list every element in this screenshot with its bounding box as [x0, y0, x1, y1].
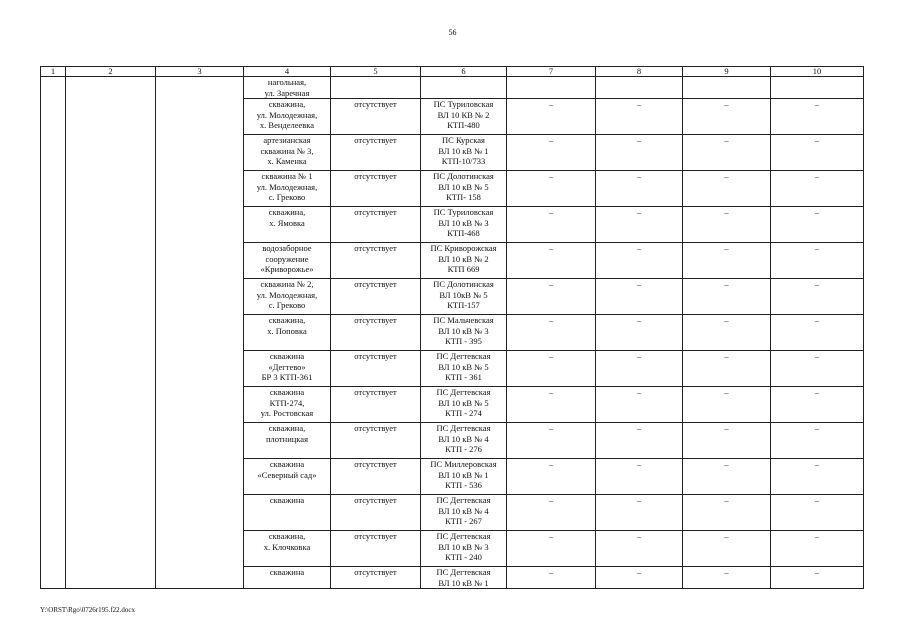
- cell-c10: –: [771, 315, 864, 351]
- cell-c4: скважина, х. Ямовка: [244, 207, 331, 243]
- cell-c10: –: [771, 387, 864, 423]
- cell-c4: скважина: [244, 495, 331, 531]
- cell-c9: –: [683, 351, 771, 387]
- cell-c7: –: [507, 423, 596, 459]
- cell-c8: –: [596, 279, 683, 315]
- cell-c7: –: [507, 567, 596, 589]
- cell-c4: скважина № 2, ул. Молодежная, с. Греково: [244, 279, 331, 315]
- cell-c8: –: [596, 567, 683, 589]
- cell-c7: –: [507, 495, 596, 531]
- cell-c10: –: [771, 495, 864, 531]
- cell-c4: скважина «Северный сад»: [244, 459, 331, 495]
- cell-c5: отсутствует: [331, 423, 421, 459]
- cell-c8: –: [596, 243, 683, 279]
- cell-c6: ПС Дегтевская ВЛ 10 кВ № 1: [421, 567, 507, 589]
- cell-c10: –: [771, 279, 864, 315]
- cell-c8: –: [596, 135, 683, 171]
- cell-c7: –: [507, 171, 596, 207]
- footer-file-path: Y:\ORST\Rgo\0726r195.f22.docx: [40, 606, 136, 614]
- cell-c8: –: [596, 495, 683, 531]
- cell-c10: [771, 77, 864, 99]
- cell-c7: –: [507, 279, 596, 315]
- cell-c9: –: [683, 495, 771, 531]
- cell-c4: скважина, плотницкая: [244, 423, 331, 459]
- cell-c9: –: [683, 531, 771, 567]
- cell-c9: –: [683, 567, 771, 589]
- cell-c4: скважина № 1 ул. Молодежная, с. Греково: [244, 171, 331, 207]
- cell-c6: [421, 77, 507, 99]
- header-cell: 8: [596, 67, 683, 77]
- cell-c10: –: [771, 243, 864, 279]
- cell-c8: –: [596, 423, 683, 459]
- cell-c6: ПС Дегтевская ВЛ 10 кВ № 4 КТП - 276: [421, 423, 507, 459]
- cell-c9: –: [683, 459, 771, 495]
- cell-c6: ПС Мальчевская ВЛ 10 кВ № 3 КТП - 395: [421, 315, 507, 351]
- page-number: 56: [448, 28, 457, 37]
- cell-c5: отсутствует: [331, 135, 421, 171]
- cell-c7: –: [507, 207, 596, 243]
- cell-c9: –: [683, 135, 771, 171]
- cell-c6: ПС Криворожская ВЛ 10 кВ № 2 КТП 669: [421, 243, 507, 279]
- cell-c8: –: [596, 207, 683, 243]
- cell-c8: –: [596, 351, 683, 387]
- header-cell: 4: [244, 67, 331, 77]
- cell-c5: отсутствует: [331, 387, 421, 423]
- header-cell: 1: [41, 67, 66, 77]
- cell-c7: –: [507, 459, 596, 495]
- data-table: [40, 66, 864, 589]
- header-cell: 3: [156, 67, 244, 77]
- cell-c7: [507, 77, 596, 99]
- cell-c6: ПС Миллеровская ВЛ 10 кВ № 1 КТП - 536: [421, 459, 507, 495]
- cell-c5: отсутствует: [331, 171, 421, 207]
- cell-c6: ПС Долотинская ВЛ 10кВ № 5 КТП-157: [421, 279, 507, 315]
- cell-c4: скважина «Дегтево» БР 3 КТП-361: [244, 351, 331, 387]
- header-cell: 5: [331, 67, 421, 77]
- header-row: [41, 67, 864, 77]
- cell-c6: ПС Туриловская ВЛ 10 КВ № 2 КТП-480: [421, 99, 507, 135]
- cell-c9: –: [683, 279, 771, 315]
- cell-c9: –: [683, 315, 771, 351]
- cell-c8: –: [596, 99, 683, 135]
- cell-c4: скважина, ул. Молодежная, х. Венделеевка: [244, 99, 331, 135]
- cell-c8: –: [596, 531, 683, 567]
- cell-c9: –: [683, 171, 771, 207]
- empty-cell-col1: [41, 77, 66, 589]
- cell-c5: отсутствует: [331, 315, 421, 351]
- cell-c8: [596, 77, 683, 99]
- cell-c4: водозаборное сооружение «Криворожье»: [244, 243, 331, 279]
- cell-c10: –: [771, 135, 864, 171]
- cell-c6: ПС Дегтевская ВЛ 10 кВ № 3 КТП - 240: [421, 531, 507, 567]
- cell-c6: ПС Долотинская ВЛ 10 кВ № 5 КТП- 158: [421, 171, 507, 207]
- cell-c9: –: [683, 423, 771, 459]
- cell-c7: –: [507, 135, 596, 171]
- cell-c6: ПС Курская ВЛ 10 кВ № 1 КТП-10/733: [421, 135, 507, 171]
- cell-c5: отсутствует: [331, 495, 421, 531]
- cell-c4: артезианская скважина № 3, х. Каменка: [244, 135, 331, 171]
- cell-c7: –: [507, 99, 596, 135]
- cell-c5: отсутствует: [331, 459, 421, 495]
- cell-c4: скважина КТП-274, ул. Ростовская: [244, 387, 331, 423]
- cell-c8: –: [596, 387, 683, 423]
- cell-c10: –: [771, 531, 864, 567]
- header-cell: 6: [421, 67, 507, 77]
- cell-c6: ПС Дегтевская ВЛ 10 кВ № 5 КТП - 361: [421, 351, 507, 387]
- cell-c7: –: [507, 315, 596, 351]
- cell-c10: –: [771, 459, 864, 495]
- cell-c10: –: [771, 99, 864, 135]
- cell-c8: –: [596, 459, 683, 495]
- cell-c4: нагольная, ул. Заречная: [244, 77, 331, 99]
- cell-c6: ПС Дегтевская ВЛ 10 кВ № 5 КТП - 274: [421, 387, 507, 423]
- cell-c5: [331, 77, 421, 99]
- cell-c10: –: [771, 207, 864, 243]
- cell-c10: –: [771, 171, 864, 207]
- cell-c7: –: [507, 387, 596, 423]
- header-cell: 2: [66, 67, 156, 77]
- cell-c9: [683, 77, 771, 99]
- cell-c9: –: [683, 387, 771, 423]
- cell-c7: –: [507, 351, 596, 387]
- header-cell: 9: [683, 67, 771, 77]
- cell-c5: отсутствует: [331, 279, 421, 315]
- cell-c4: скважина, х. Клочковка: [244, 531, 331, 567]
- cell-c9: –: [683, 243, 771, 279]
- cell-c5: отсутствует: [331, 531, 421, 567]
- table-row: [41, 77, 864, 99]
- cell-c10: –: [771, 351, 864, 387]
- empty-cell-col3: [156, 77, 244, 589]
- cell-c9: –: [683, 207, 771, 243]
- cell-c5: отсутствует: [331, 207, 421, 243]
- cell-c10: –: [771, 567, 864, 589]
- cell-c8: –: [596, 315, 683, 351]
- table-body: [41, 77, 864, 589]
- cell-c5: отсутствует: [331, 99, 421, 135]
- cell-c7: –: [507, 531, 596, 567]
- cell-c6: ПС Дегтевская ВЛ 10 кВ № 4 КТП - 267: [421, 495, 507, 531]
- cell-c5: отсутствует: [331, 351, 421, 387]
- cell-c10: –: [771, 423, 864, 459]
- header-cell: 10: [771, 67, 864, 77]
- cell-c7: –: [507, 243, 596, 279]
- cell-c8: –: [596, 171, 683, 207]
- cell-c6: ПС Туриловская ВЛ 10 кВ № 3 КТП-468: [421, 207, 507, 243]
- cell-c4: скважина, х. Поповка: [244, 315, 331, 351]
- cell-c5: отсутствует: [331, 567, 421, 589]
- cell-c9: –: [683, 99, 771, 135]
- empty-cell-col2: [66, 77, 156, 589]
- header-cell: 7: [507, 67, 596, 77]
- cell-c5: отсутствует: [331, 243, 421, 279]
- cell-c4: скважина: [244, 567, 331, 589]
